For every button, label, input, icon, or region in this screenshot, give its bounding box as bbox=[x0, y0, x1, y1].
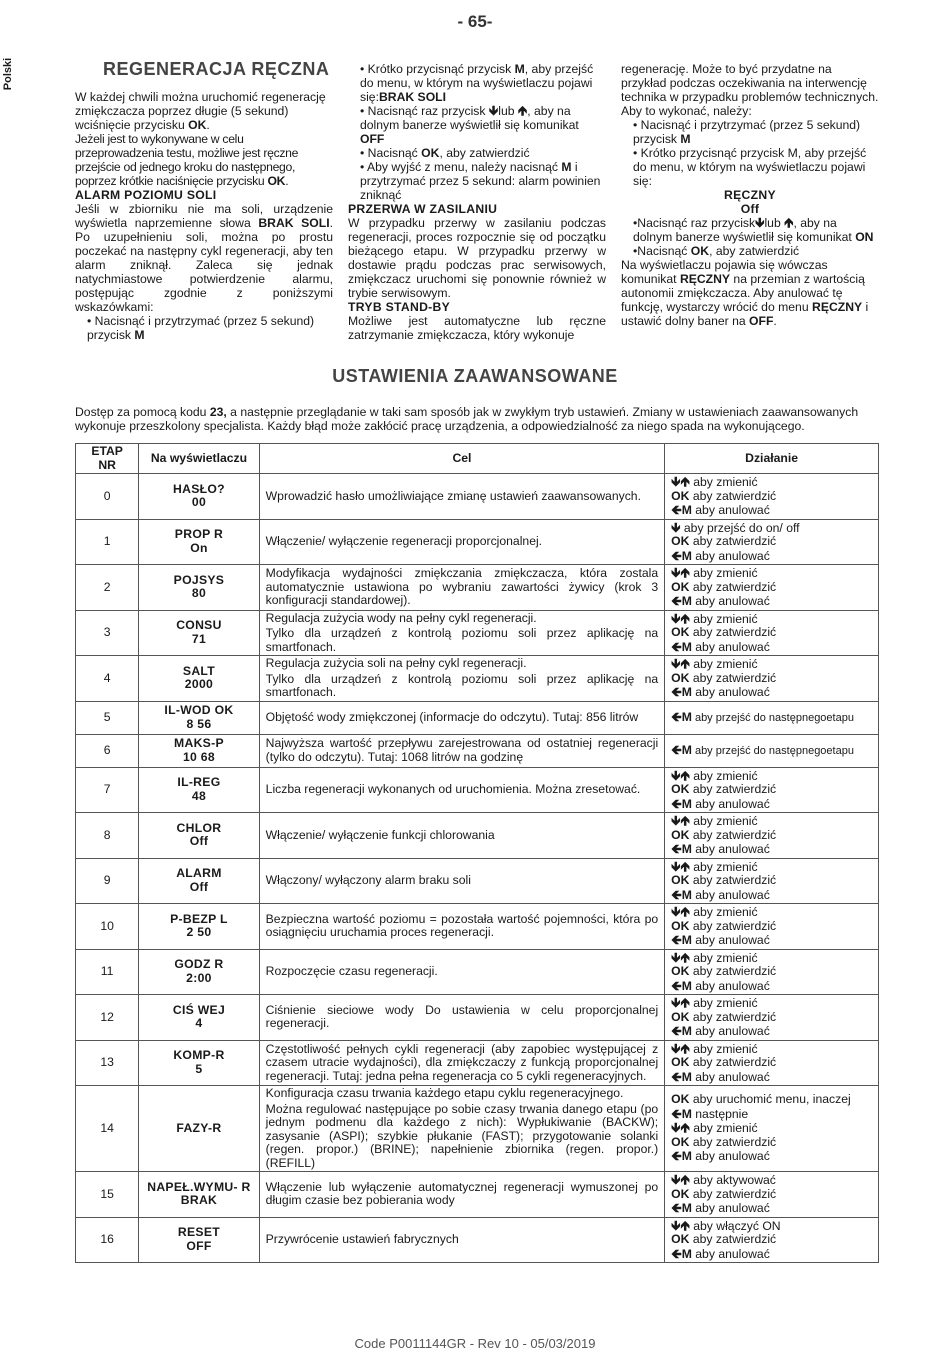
display-line-2: 8 56 bbox=[186, 716, 212, 731]
action-line: 🡻🡹 aby zmienić bbox=[671, 610, 758, 626]
step-number: 5 bbox=[76, 701, 139, 734]
arrow-up-icon: 🡹 bbox=[680, 858, 690, 874]
col-header-step: ETAP NR bbox=[76, 444, 139, 474]
purpose-cell bbox=[259, 813, 665, 859]
arrow-up-icon: 🡹 bbox=[680, 949, 690, 965]
purpose-text: Włączenie/ wyłączenie funkcji chlorowania bbox=[265, 827, 495, 842]
action-line: 🡻🡹 aby włączyć ON bbox=[671, 1217, 781, 1233]
display-line-1: RESET bbox=[177, 1225, 221, 1240]
action-line: 🡻🡹 aby zmienić bbox=[671, 474, 758, 489]
display-line-1: SALT bbox=[182, 663, 216, 678]
action-line: OK aby zatwierdzić bbox=[671, 918, 777, 933]
display-value bbox=[139, 767, 259, 813]
display-line-1: FAZY-R bbox=[176, 1120, 222, 1135]
purpose-cell bbox=[259, 734, 665, 767]
action-cell bbox=[665, 949, 879, 995]
action-line: OK aby zatwierdzić bbox=[671, 827, 777, 842]
display-line-2: BRAK bbox=[180, 1193, 218, 1208]
arrow-up-icon: 🡹 bbox=[680, 767, 690, 783]
purpose-cell bbox=[259, 858, 665, 904]
display-line-1: PROP R bbox=[174, 527, 224, 542]
table-row bbox=[76, 701, 879, 734]
display-value bbox=[139, 701, 259, 734]
display-line-2: 2000 bbox=[184, 677, 214, 692]
step-number: 13 bbox=[76, 1040, 139, 1086]
action-line: 🡻🡹 aby zmienić bbox=[671, 813, 758, 828]
table-row bbox=[76, 474, 879, 520]
action-line: 🡸M aby anulować bbox=[671, 547, 770, 563]
purpose-text: Przywrócenie ustawień fabrycznych bbox=[265, 1232, 459, 1246]
purpose-cell bbox=[259, 1217, 665, 1263]
display-line-2: 2 50 bbox=[186, 925, 212, 940]
purpose-cell bbox=[259, 656, 665, 702]
display-line-2: Off bbox=[189, 879, 209, 894]
display-line-2: OFF bbox=[186, 1238, 212, 1253]
arrow-down-icon: 🡻 bbox=[488, 103, 499, 118]
action-line: OK aby zatwierdzić bbox=[671, 534, 777, 548]
purpose-note: Tylko dla urządzeń z kontrolą poziomu soli przez aplikację na smartfonach. bbox=[265, 671, 659, 699]
purpose-text: Regulacja zużycia soli na pełny cykl regeneracji. bbox=[265, 656, 527, 670]
action-line: 🡸M aby anulować bbox=[671, 593, 770, 608]
purpose-cell bbox=[259, 904, 665, 950]
action-cell bbox=[665, 701, 879, 734]
document-code-footer: Code P0011144GR - Rev 10 - 05/03/2019 bbox=[354, 1336, 596, 1351]
step-number: 1 bbox=[76, 519, 139, 565]
arrow-left-icon: 🡸 bbox=[671, 502, 682, 517]
alarm-step-4: • Nacisnąć OK, aby zatwierdzić bbox=[360, 146, 530, 160]
display-line-2: 00 bbox=[191, 495, 207, 510]
action-line: OK aby zatwierdzić bbox=[671, 579, 777, 594]
advanced-settings-title: USTAWIENIA ZAAWANSOWANE bbox=[332, 366, 618, 386]
arrow-up-icon: 🡹 bbox=[680, 565, 690, 580]
table-row bbox=[76, 656, 879, 702]
arrow-left-icon: 🡸 bbox=[671, 841, 682, 856]
action-line: 🡸M aby anulować bbox=[671, 1200, 770, 1215]
standby-step-3: •Nacisnąć raz przycisk🡻lub 🡹, aby na dolnym banerze wyświetlił się komunikat ON bbox=[633, 215, 874, 244]
action-line: 🡸M aby anulować bbox=[671, 932, 770, 947]
arrow-up-icon: 🡹 bbox=[680, 1120, 690, 1136]
display-value bbox=[139, 813, 259, 859]
power-outage-text: W przypadku przerwy w zasilaniu podczas regeneracji, proces rozpocznie się od początku bieżącego etapu. W przypadku przerwy w dostawie prądu podczas prac serwisowych, zmiękczacz uruchomi się ponownie również w trybie serwisowym. bbox=[348, 216, 606, 300]
table-row bbox=[76, 734, 879, 767]
arrow-down-icon: 🡻 bbox=[671, 519, 681, 535]
table-row bbox=[76, 1086, 879, 1172]
col-header-display: Na wyświetlaczu bbox=[139, 444, 259, 474]
arrow-left-icon: 🡸 bbox=[671, 886, 682, 902]
display-value bbox=[139, 734, 259, 767]
table-row bbox=[76, 565, 879, 611]
action-cell bbox=[665, 1217, 879, 1263]
step-number: 3 bbox=[76, 610, 139, 656]
action-cell bbox=[665, 1172, 879, 1218]
display-value bbox=[139, 565, 259, 611]
display-line-1: GODZ R bbox=[174, 957, 224, 972]
display-line-1: MAKS-P bbox=[174, 736, 224, 750]
action-cell bbox=[665, 656, 879, 702]
purpose-cell bbox=[259, 701, 665, 734]
purpose-text: Najwyższa wartość przepływu zarejestrowana od ostatniej regeneracji (tylko do odczytu). Tutaj: 1068 litrów na godzinę bbox=[265, 736, 659, 764]
step-number: 11 bbox=[76, 949, 139, 995]
arrow-left-icon: 🡸 bbox=[671, 977, 682, 993]
step-number: 7 bbox=[76, 767, 139, 813]
display-line-1: IL-WOD OK bbox=[164, 703, 234, 717]
arrow-down-icon: 🡻 bbox=[671, 904, 681, 919]
purpose-cell bbox=[259, 519, 665, 565]
display-line-2: 5 bbox=[195, 1061, 203, 1076]
manual-p1: W każdej chwili można uruchomić regenerację zmiękczacza poprzez długie (5 sekund) wciśnięcie przycisku OK. bbox=[75, 90, 326, 132]
table-row bbox=[76, 858, 879, 904]
arrow-up-icon: 🡹 bbox=[680, 474, 690, 489]
arrow-down-icon: 🡻 bbox=[671, 474, 681, 489]
manual-regeneration-column bbox=[75, 59, 333, 342]
action-line: OK aby zatwierdzić bbox=[671, 670, 777, 685]
arrow-left-icon: 🡸 bbox=[671, 593, 682, 608]
arrow-left-icon: 🡸 bbox=[671, 932, 682, 947]
action-line: OK aby zatwierdzić bbox=[671, 625, 777, 639]
purpose-text: Częstotliwość pełnych cykli regeneracji (aby zapobiec występującej z czasem utracie wydajności), dla zmiękczaczy z funkcją proporcjonalnej regeneracji. Tutaj: jedna pełna regeneracja co 5 cykli regeneracyjnych. bbox=[265, 1041, 659, 1083]
arrow-down-icon: 🡻 bbox=[671, 1120, 681, 1136]
action-line: 🡻🡹 aby zmienić bbox=[671, 767, 758, 783]
action-cell bbox=[665, 474, 879, 520]
table-row bbox=[76, 519, 879, 565]
step-number: 6 bbox=[76, 734, 139, 767]
purpose-text: Objętość wody zmiękczonej (informacje do odczytu). Tutaj: 856 litrów bbox=[265, 709, 639, 724]
arrow-left-icon: 🡸 bbox=[671, 1105, 682, 1121]
arrow-up-icon: 🡹 bbox=[517, 103, 528, 118]
table-row bbox=[76, 813, 879, 859]
table-row bbox=[76, 1217, 879, 1263]
arrow-left-icon: 🡸 bbox=[671, 547, 682, 563]
display-value bbox=[139, 858, 259, 904]
arrow-up-icon: 🡹 bbox=[680, 995, 690, 1010]
arrow-left-icon: 🡸 bbox=[671, 638, 682, 654]
purpose-cell bbox=[259, 949, 665, 995]
display-line-1: CONSU bbox=[176, 618, 222, 633]
arrow-down-icon: 🡻 bbox=[671, 949, 681, 965]
standby-step-1: • Nacisnąć i przytrzymać (przez 5 sekund) przycisk M bbox=[633, 118, 861, 146]
action-cell bbox=[665, 565, 879, 611]
step-number: 14 bbox=[76, 1086, 139, 1172]
action-cell bbox=[665, 610, 879, 656]
alarm-step-5: • Aby wyjść z menu, należy nacisnąć M i przytrzymać przez 5 sekund: alarm powinien zniknąć bbox=[360, 160, 601, 202]
salt-alarm-text: Jeśli w zbiorniku nie ma soli, urządzenie wyświetla naprzemienne słowa BRAK SOLI. Po uzupełnieniu soli, można po prostu poczekać na następny cykl regeneracji, aby ten alarm zniknął. Zaleca się jednak natychmiastowe potwierdzenie alarmu, postępując zgodnie z poniższymi wskazówkami: bbox=[75, 202, 333, 314]
action-cell bbox=[665, 734, 879, 767]
arrow-down-icon: 🡻 bbox=[755, 215, 765, 230]
arrow-up-icon: 🡹 bbox=[680, 1040, 690, 1056]
display-line-1: P-BEZP L bbox=[170, 911, 228, 926]
action-line: 🡻🡹 aby zmienić bbox=[671, 656, 758, 671]
purpose-text: Regulacja zużycia wody na pełny cykl regeneracji. bbox=[265, 610, 537, 625]
action-line: OK aby zatwierdzić bbox=[671, 1055, 777, 1069]
purpose-cell bbox=[259, 565, 665, 611]
arrow-down-icon: 🡻 bbox=[671, 858, 681, 874]
standby-step-4: •Nacisnąć OK, aby zatwierdzić bbox=[633, 244, 800, 258]
action-line: 🡻 aby przejść do on/ off bbox=[671, 519, 800, 535]
action-cell bbox=[665, 767, 879, 813]
power-outage-title: PRZERWA W ZASILANIU bbox=[348, 202, 498, 216]
purpose-text: Modyfikacja wydajności zmiękczania zmiękczacza, która zostala automatycznie ustawiona po wybraniu zawartości żywicy (krok 3 konfiguracji standardowej). bbox=[265, 566, 659, 607]
purpose-text: Wprowadzić hasło umożliwiające zmianę ustawień zaawansowanych. bbox=[265, 488, 641, 503]
display-value bbox=[139, 1172, 259, 1218]
action-line: 🡸M aby przejść do następnegoetapu bbox=[671, 708, 854, 724]
purpose-cell bbox=[259, 610, 665, 656]
table-row bbox=[76, 610, 879, 656]
arrow-down-icon: 🡻 bbox=[671, 995, 681, 1010]
table-row bbox=[76, 995, 879, 1041]
action-line: 🡸M aby anulować bbox=[671, 795, 770, 811]
col-header-purpose: Cel bbox=[259, 444, 665, 474]
action-cell bbox=[665, 813, 879, 859]
table-row bbox=[76, 949, 879, 995]
purpose-text: Rozpoczęcie czasu regeneracji. bbox=[265, 964, 438, 978]
arrow-up-icon: 🡹 bbox=[680, 610, 690, 626]
arrow-left-icon: 🡸 bbox=[671, 1245, 682, 1261]
arrow-up-icon: 🡹 bbox=[680, 813, 690, 828]
arrow-down-icon: 🡻 bbox=[671, 767, 681, 783]
display-line-2: 10 68 bbox=[182, 749, 215, 764]
display-value bbox=[139, 1086, 259, 1172]
display-line-1: KOMP-R bbox=[173, 1048, 225, 1063]
arrow-down-icon: 🡻 bbox=[671, 610, 681, 626]
action-line: 🡸M aby anulować bbox=[671, 841, 770, 856]
action-line: OK aby zatwierdzić bbox=[671, 1134, 777, 1149]
display-value bbox=[139, 1217, 259, 1263]
display-line-1: IL-REG bbox=[177, 775, 221, 790]
table-row bbox=[76, 767, 879, 813]
action-line: 🡻🡹 aby zmienić bbox=[671, 858, 758, 874]
action-line: 🡻🡹 aby zmienić bbox=[671, 949, 758, 965]
step-number: 4 bbox=[76, 656, 139, 702]
action-line: OK aby zatwierdzić bbox=[671, 873, 777, 887]
step-number: 15 bbox=[76, 1172, 139, 1218]
display-value bbox=[139, 474, 259, 520]
action-line: 🡸M aby anulować bbox=[671, 638, 770, 654]
action-line: 🡸M następnie bbox=[671, 1105, 749, 1121]
display-line-2: 71 bbox=[191, 631, 207, 646]
action-line: 🡻🡹 aby aktywować bbox=[671, 1172, 776, 1187]
step-number: 16 bbox=[76, 1217, 139, 1263]
display-line-1: CIŚ WEJ bbox=[172, 1002, 226, 1017]
display-value bbox=[139, 610, 259, 656]
display-line-2: 48 bbox=[191, 788, 207, 803]
arrow-down-icon: 🡻 bbox=[671, 813, 681, 828]
alarm-step-2: • Krótko przycisnąć przycisk M, aby przejść do menu, w którym na wyświetlaczu pojawi się:BRAK SOLI bbox=[360, 62, 594, 104]
action-line: OK aby zatwierdzić bbox=[671, 782, 777, 796]
standby-title: TRYB STAND-BY bbox=[348, 300, 451, 314]
step-number: 8 bbox=[76, 813, 139, 859]
display-line-1: NAPEŁ.WYMU- R bbox=[147, 1179, 251, 1194]
arrow-up-icon: 🡹 bbox=[680, 1172, 690, 1187]
display-line-2: 4 bbox=[195, 1016, 203, 1031]
purpose-text: Włączony/ wyłączony alarm braku soli bbox=[265, 873, 471, 887]
page-number: - 65- bbox=[457, 12, 493, 31]
arrow-down-icon: 🡻 bbox=[671, 1217, 681, 1233]
action-line: 🡻🡹 aby zmienić bbox=[671, 904, 758, 919]
alarm-step-3: • Nacisnąć raz przycisk 🡻lub 🡹, aby na dolnym banerze wyświetlił się komunikat OFF bbox=[360, 103, 579, 146]
action-line: 🡻🡹 aby zmienić bbox=[671, 995, 758, 1010]
table-row bbox=[76, 1040, 879, 1086]
arrow-down-icon: 🡻 bbox=[671, 656, 681, 671]
display-line-2: On bbox=[190, 540, 208, 555]
purpose-cell bbox=[259, 474, 665, 520]
action-cell bbox=[665, 1040, 879, 1086]
purpose-text: Włączenie/ wyłączenie regeneracji proporcjonalnej. bbox=[265, 534, 543, 548]
action-line: 🡸M aby anulować bbox=[671, 1023, 770, 1038]
purpose-cell bbox=[259, 1172, 665, 1218]
display-line-1: HASŁO? bbox=[173, 481, 225, 496]
display-reczny: RĘCZNY bbox=[724, 188, 776, 202]
language-tab: Polski bbox=[2, 57, 14, 91]
purpose-text: Liczba regeneracji wykonanych od uruchomienia. Można zresetować. bbox=[265, 782, 641, 796]
display-line-2: 2:00 bbox=[186, 970, 212, 985]
arrow-down-icon: 🡻 bbox=[671, 1040, 681, 1056]
display-line-1: ALARM bbox=[176, 866, 222, 881]
action-line: 🡸M aby anulować bbox=[671, 502, 770, 517]
table-row bbox=[76, 904, 879, 950]
action-cell bbox=[665, 1086, 879, 1172]
step-number: 12 bbox=[76, 995, 139, 1041]
action-line: OK aby zatwierdzić bbox=[671, 964, 777, 978]
purpose-note: Można regulować następujące po sobie czasy trwania danego etapu (po jednym podmenu dla każdego z nich): Wypłukiwanie (BACKW); zasysanie (ASPI); szybkie płukanie (FAST); przygotowanie solanki (regen. propor.) (BRINE); napełnienie zbiornika (regen. propor.) (REFILL) bbox=[265, 1101, 659, 1170]
step-number: 10 bbox=[76, 904, 139, 950]
arrow-left-icon: 🡸 bbox=[671, 1148, 682, 1164]
action-line: 🡸M aby anulować bbox=[671, 684, 770, 699]
step-number: 0 bbox=[76, 474, 139, 520]
advanced-settings-table bbox=[75, 443, 879, 1263]
display-value bbox=[139, 519, 259, 565]
standby-step-2: • Krótko przycisnąć przycisk M, aby przejść do menu, w którym na wyświetlaczu pojawi się: bbox=[633, 146, 867, 188]
purpose-cell bbox=[259, 767, 665, 813]
display-line-1: CHLOR bbox=[176, 820, 222, 835]
manual-p2: Jeżeli jest to wykonywane w celu przeprowadzenia testu, możliwe jest ręczne przejście od jednego kroku do następnego, poprzez krótkie naciśnięcie przycisku OK. bbox=[75, 132, 299, 188]
purpose-cell bbox=[259, 1040, 665, 1086]
action-line: 🡻🡹 aby zmienić bbox=[671, 565, 758, 580]
arrow-up-icon: 🡹 bbox=[680, 1217, 690, 1233]
alarm-step-1: • Nacisnąć i przytrzymać (przez 5 sekund) przycisk M bbox=[87, 314, 315, 342]
arrow-left-icon: 🡸 bbox=[671, 1200, 682, 1215]
display-value bbox=[139, 995, 259, 1041]
arrow-down-icon: 🡻 bbox=[671, 565, 681, 580]
action-cell bbox=[665, 995, 879, 1041]
table-header-row bbox=[76, 444, 879, 474]
display-line-1: POJSYS bbox=[173, 572, 225, 587]
action-cell bbox=[665, 858, 879, 904]
step-number: 2 bbox=[76, 565, 139, 611]
purpose-cell bbox=[259, 995, 665, 1041]
arrow-down-icon: 🡻 bbox=[671, 1172, 681, 1187]
standby-text: Możliwe jest automatyczne lub ręczne zatrzymanie zmiękczacza, który wykonuje bbox=[348, 314, 606, 342]
purpose-text: Bezpieczna wartość poziomu = pozostała wartość pojemności, która po osiągnięciu uruchamia proces regeneracji. bbox=[265, 911, 659, 940]
standby-cont: regenerację. Może to być przydatne na przykład podczas oczekiwania na interwencję technika w przypadku problemów technicznych. Aby to wykonać, należy: bbox=[621, 62, 879, 118]
arrow-left-icon: 🡸 bbox=[671, 684, 682, 699]
display-value bbox=[139, 904, 259, 950]
arrow-left-icon: 🡸 bbox=[671, 741, 682, 757]
action-line: 🡸M aby anulować bbox=[671, 886, 770, 902]
col-header-action: Działanie bbox=[665, 444, 879, 474]
step-number: 9 bbox=[76, 858, 139, 904]
purpose-text: Konfiguracja czasu trwania każdego etapu cyklu regeneracyjnego. bbox=[265, 1086, 624, 1100]
arrow-up-icon: 🡹 bbox=[784, 215, 794, 230]
col3 bbox=[621, 62, 879, 328]
col2 bbox=[348, 62, 606, 342]
action-line: 🡻🡹 aby zmienić bbox=[671, 1040, 758, 1056]
arrow-up-icon: 🡹 bbox=[680, 904, 690, 919]
display-value bbox=[139, 656, 259, 702]
manual-regen-title: REGENERACJA RĘCZNA bbox=[103, 59, 330, 79]
arrow-left-icon: 🡸 bbox=[671, 1068, 682, 1084]
action-line: OK aby zatwierdzić bbox=[671, 1232, 777, 1246]
action-line: 🡸M aby anulować bbox=[671, 1148, 770, 1164]
action-line: OK aby zatwierdzić bbox=[671, 1186, 777, 1201]
arrow-up-icon: 🡹 bbox=[680, 656, 690, 671]
action-cell bbox=[665, 519, 879, 565]
purpose-cell bbox=[259, 1086, 665, 1172]
advanced-intro: Dostęp za pomocą kodu 23, a następnie przeglądanie w taki sam sposób jak w zwykłym tryb ustawień. Zmiany w ustawieniach zaawansowanych wykonuje przeszkolony specjalista. Każdy błąd może zakłócić pracę urządzenia, a odpowiedzialność za niego spada na wykonującego. bbox=[75, 405, 859, 433]
action-line: OK aby zatwierdzić bbox=[671, 488, 777, 503]
action-line: 🡸M aby anulować bbox=[671, 1245, 770, 1261]
display-line-2: Off bbox=[189, 834, 209, 849]
salt-alarm-title: ALARM POZIOMU SOLI bbox=[75, 188, 217, 202]
purpose-note: Tylko dla urządzeń z kontrolą poziomu soli przez aplikację na smartfonach. bbox=[265, 626, 659, 654]
arrow-left-icon: 🡸 bbox=[671, 1023, 682, 1038]
action-line: OK aby uruchomić menu, inaczej bbox=[671, 1092, 851, 1107]
action-line: 🡸M aby przejść do następnegoetapu bbox=[671, 741, 854, 757]
action-line: 🡸M aby anulować bbox=[671, 977, 770, 993]
standby-note: Na wyświetlaczu pojawia się wówczas komunikat RĘCZNY na przemian z wartością autonomii zmiękczacza. Aby anulować tę funkcję, wystarczy wrócić do menu RĘCZNY i ustawić dolny baner na OFF. bbox=[621, 258, 869, 328]
display-line-2: 80 bbox=[191, 586, 207, 601]
action-line: OK aby zatwierdzić bbox=[671, 1009, 777, 1024]
display-value bbox=[139, 949, 259, 995]
purpose-text: Ciśnienie sieciowe wody Do ustawienia w celu proporcjonalnej regeneracji. bbox=[265, 1002, 659, 1031]
arrow-left-icon: 🡸 bbox=[671, 708, 682, 724]
arrow-left-icon: 🡸 bbox=[671, 795, 682, 811]
table-row bbox=[76, 1172, 879, 1218]
purpose-text: Włączenie lub wyłączenie automatycznej regeneracji wymuszonej po długim czasie bez pobierania wody bbox=[265, 1179, 659, 1208]
display-off: Off bbox=[740, 202, 760, 216]
action-cell bbox=[665, 904, 879, 950]
display-value bbox=[139, 1040, 259, 1086]
action-line: 🡻🡹 aby zmienić bbox=[671, 1120, 758, 1136]
action-line: 🡸M aby anulować bbox=[671, 1068, 770, 1084]
